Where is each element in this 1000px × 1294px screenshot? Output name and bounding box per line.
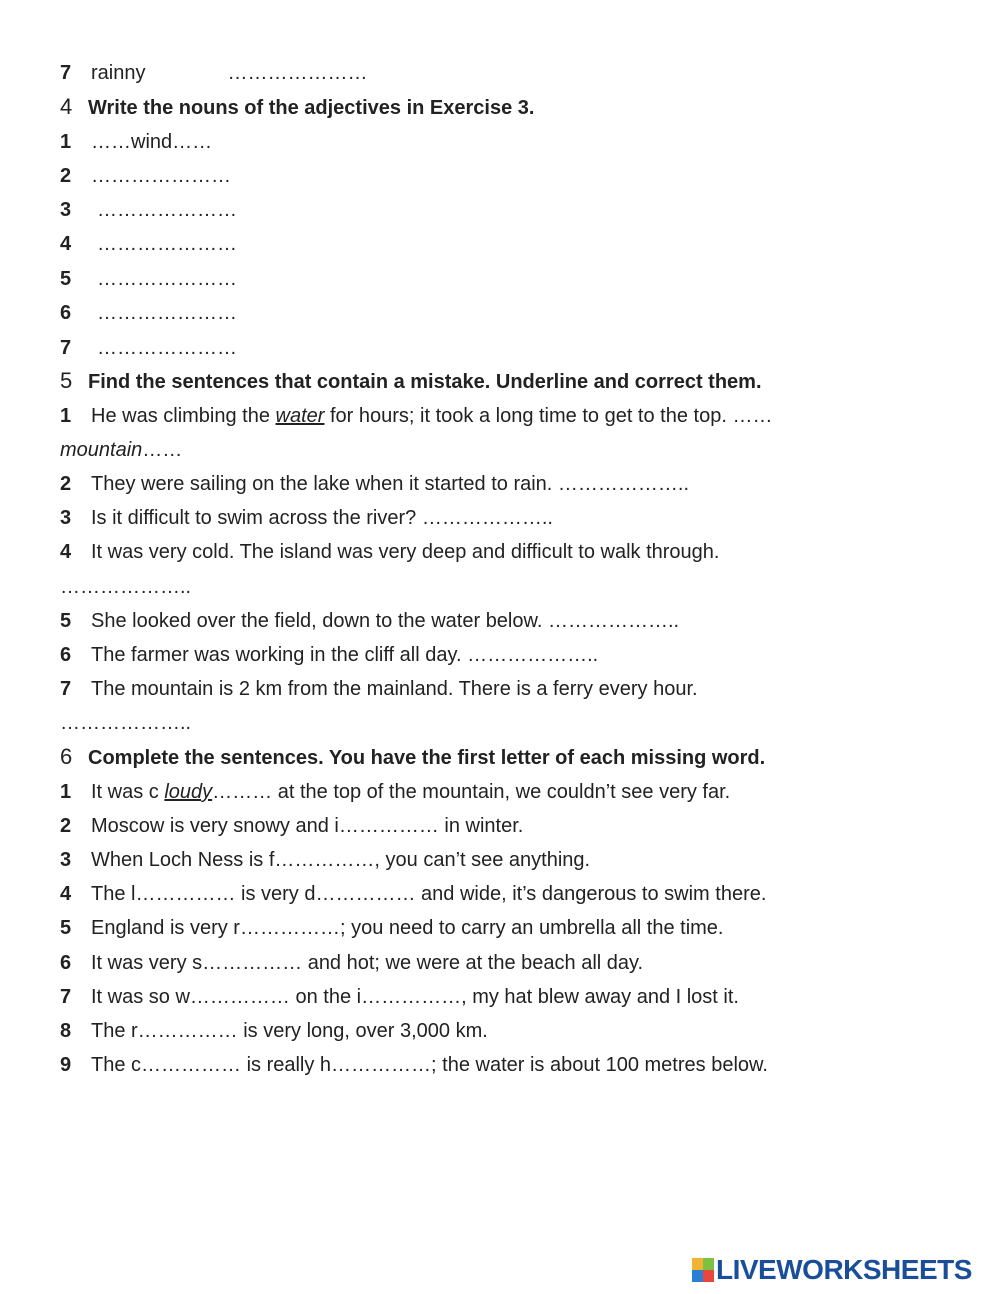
ex6-item — [60, 814, 523, 838]
item-number: 6 — [60, 302, 72, 324]
exercise-number: 6 — [60, 744, 73, 769]
sentence-with-blank[interactable]: It was very s…………… and hot; we were at the beach all day. — [91, 952, 644, 974]
sentence-with-blank[interactable]: Moscow is very snowy and i…………… in winter. — [91, 815, 524, 837]
sentence-with-blank[interactable]: The l…………… is very d…………… and wide, it’s dangerous to swim there. — [91, 883, 767, 905]
ex6-item — [60, 985, 739, 1009]
answer-blank[interactable]: ………………… — [97, 199, 237, 221]
logo-tile — [692, 1258, 703, 1270]
ex3-item-7 — [60, 61, 367, 85]
sentence-text: ……… at the top of the mountain, we couldn’t see very far. — [212, 781, 731, 803]
item-number: 7 — [60, 337, 72, 359]
sentence-text: for hours; it took a long time to get to the top. …… — [324, 405, 773, 427]
ex4-heading — [60, 95, 534, 120]
exercise-number: 5 — [60, 368, 73, 393]
liveworksheets-logo[interactable] — [692, 1255, 972, 1285]
sentence-with-blank[interactable]: The farmer was working in the cliff all day. ……………….. — [91, 644, 599, 666]
ex4-item — [60, 198, 237, 222]
exercise-title: Write the nouns of the adjectives in Exercise 3. — [88, 97, 535, 119]
item-number: 8 — [60, 1020, 72, 1042]
item-number: 1 — [60, 131, 72, 153]
ex6-item — [60, 1053, 768, 1077]
item-number: 3 — [60, 199, 72, 221]
ex6-item — [60, 882, 766, 906]
exercise-number: 4 — [60, 94, 73, 119]
item-number: 3 — [60, 849, 72, 871]
logo-tile — [692, 1270, 703, 1282]
item-number: 3 — [60, 507, 72, 529]
answer-blank[interactable]: ……………….. — [60, 576, 192, 598]
item-number: 2 — [60, 815, 72, 837]
exercise-title: Find the sentences that contain a mistake. Underline and correct them. — [88, 371, 762, 393]
item-number: 2 — [60, 473, 72, 495]
answer-blank[interactable]: ………………… — [227, 62, 368, 84]
item-number: 4 — [60, 883, 72, 905]
sentence-with-blank[interactable]: It was so w…………… on the i……………, my hat blew away and I lost it. — [91, 986, 739, 1008]
sentence-with-blank[interactable]: Is it difficult to swim across the river? ……………….. — [91, 507, 553, 529]
ex6-item — [60, 916, 723, 940]
ex5-item — [60, 677, 698, 701]
answer-blank[interactable]: mountain — [60, 439, 143, 461]
answer-blank[interactable]: ……wind…… — [91, 131, 213, 153]
item-number: 7 — [60, 986, 72, 1008]
ex5-item — [60, 506, 553, 530]
answer-blank[interactable]: ………………… — [91, 165, 231, 187]
item-number: 5 — [60, 268, 72, 290]
sentence-with-blank[interactable]: England is very r……………; you need to carry an umbrella all the time. — [91, 917, 724, 939]
ex5-item — [60, 472, 689, 496]
underlined-mistake: water — [275, 405, 325, 427]
sentence-with-blank[interactable]: The c…………… is really h……………; the water is about 100 metres below. — [91, 1054, 768, 1076]
logo-tile — [703, 1270, 714, 1282]
ex4-item — [60, 232, 237, 256]
ex4-item — [60, 301, 237, 325]
item-number: 7 — [60, 678, 72, 700]
ex5-item — [60, 643, 598, 667]
item-number: 5 — [60, 610, 72, 632]
sentence-text: The mountain is 2 km from the mainland. There is a ferry every hour. — [91, 678, 698, 700]
item-number: 1 — [60, 405, 72, 427]
answer-blank[interactable]: ……………….. — [60, 712, 192, 734]
answer-blank[interactable]: ………………… — [97, 268, 237, 290]
ex5-heading — [60, 369, 762, 394]
item-number: 5 — [60, 917, 72, 939]
sentence-text: He was climbing the — [91, 405, 276, 427]
sentence-with-blank[interactable]: She looked over the field, down to the water below. ……………….. — [91, 610, 680, 632]
item-word: rainny — [91, 62, 146, 84]
ex5-item-wrap — [60, 711, 191, 735]
item-number: 6 — [60, 952, 72, 974]
ex5-item-wrap — [60, 575, 191, 599]
exercise-title: Complete the sentences. You have the first letter of each missing word. — [88, 747, 766, 769]
answer-dots: …… — [142, 439, 183, 461]
item-number: 4 — [60, 541, 72, 563]
answer-filled[interactable]: loudy — [164, 781, 213, 803]
ex6-item — [60, 848, 590, 872]
item-number: 4 — [60, 233, 72, 255]
item-number: 6 — [60, 644, 72, 666]
ex5-item — [60, 540, 719, 564]
logo-tiles-icon — [692, 1258, 714, 1282]
ex6-heading — [60, 745, 765, 770]
sentence-with-blank[interactable]: When Loch Ness is f……………, you can’t see anything. — [91, 849, 591, 871]
ex6-item — [60, 780, 730, 804]
sentence-with-blank[interactable]: The r…………… is very long, over 3,000 km. — [91, 1020, 488, 1042]
ex4-item — [60, 267, 237, 291]
item-number: 1 — [60, 781, 72, 803]
ex6-item — [60, 951, 643, 975]
sentence-text: It was very cold. The island was very deep and difficult to walk through. — [91, 541, 720, 563]
ex6-item — [60, 1019, 488, 1043]
ex5-item — [60, 609, 679, 633]
answer-blank[interactable]: ………………… — [97, 337, 237, 359]
ex4-item — [60, 164, 231, 188]
item-number: 9 — [60, 1054, 72, 1076]
ex5-item-wrap — [60, 438, 182, 462]
answer-blank[interactable]: ………………… — [97, 233, 237, 255]
answer-blank[interactable]: ………………… — [97, 302, 237, 324]
ex4-item — [60, 130, 212, 154]
logo-text: LIVEWORKSHEETS — [716, 1254, 972, 1285]
item-number: 2 — [60, 165, 72, 187]
ex4-item — [60, 336, 237, 360]
sentence-with-blank[interactable]: They were sailing on the lake when it started to rain. ……………….. — [91, 473, 690, 495]
ex5-item — [60, 404, 772, 428]
item-number: 7 — [60, 62, 72, 84]
logo-tile — [703, 1258, 714, 1270]
sentence-text: It was c — [91, 781, 165, 803]
